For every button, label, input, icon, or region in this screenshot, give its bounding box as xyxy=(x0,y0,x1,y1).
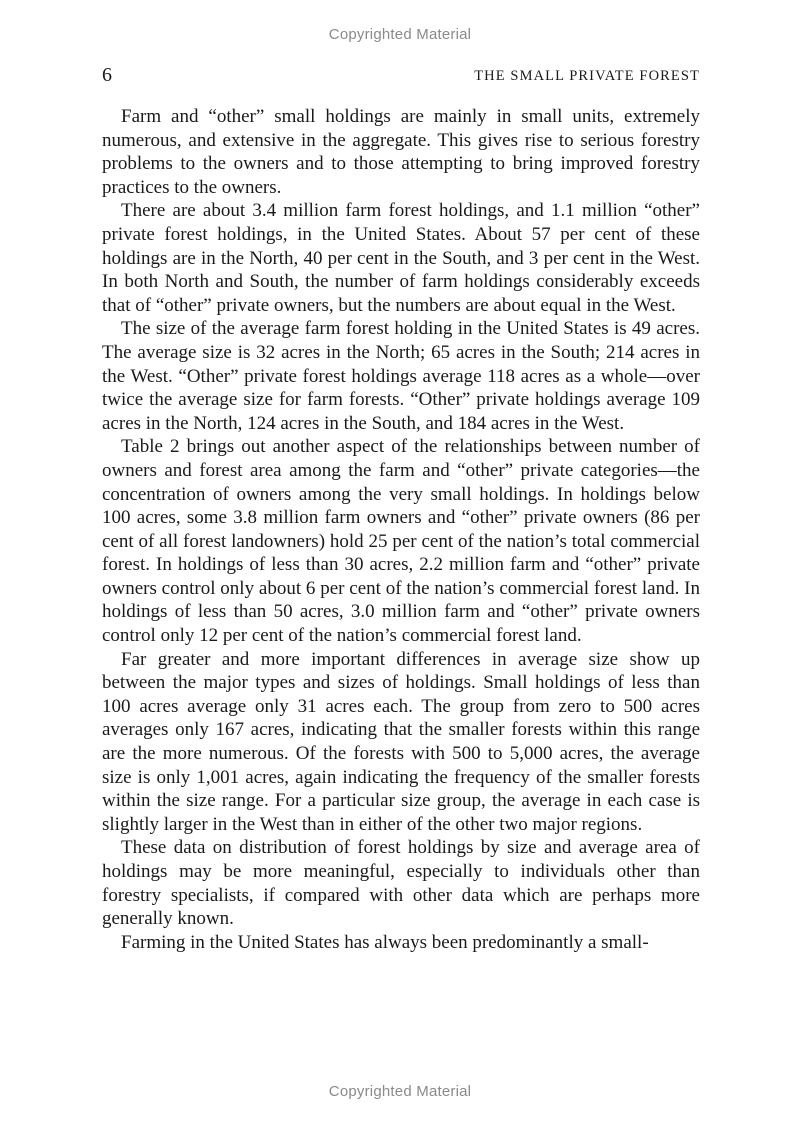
paragraph-2: There are about 3.4 million farm forest holdings, and 1.1 million “other” private forest holdings, in the United States. About 57 per cent of these holdings are in the North, 40 per cent in the South, and 3 per cent in the West. In both North and South, the number of farm holdings considerably exceeds that of “other” private owners, but the numbers are about equal in the West. xyxy=(102,200,700,316)
paragraph-1: Farm and “other” small holdings are mainly in small units, extremely numerous, and extensive in the aggregate. This gives rise to serious forestry problems to the owners and to those attempting to bring improved forestry practices to the owners. xyxy=(102,106,700,198)
body-text xyxy=(102,105,700,954)
paragraph-5: Far greater and more important differences in average size show up between the major types and sizes of holdings. Small holdings of less than 100 acres average only 31 acres each. The group from zero to 500 acres averages only 167 acres, indicating that the smaller forests within this range are the more numerous. Of the forests with 500 to 5,000 acres, the average size is only 1,001 acres, again indicating the frequency of the smaller forests within the size range. For a particular size group, the average in each case is slightly larger in the West than in either of the other two major regions. xyxy=(102,648,700,835)
running-title: THE SMALL PRIVATE FOREST xyxy=(474,68,700,84)
paragraph-4: Table 2 brings out another aspect of the relationships between number of owners and forest area among the farm and “other” private categories—the concentration of owners among the very small holdings. In holdings below 100 acres, some 3.8 million farm owners and “other” private owners (86 per cent of all forest landowners) hold 25 per cent of the nation’s total commercial forest. In holdings of less than 30 acres, 2.2 million farm and “other” private owners control only about 6 per cent of the nation’s commercial forest land. In holdings of less than 50 acres, 3.0 million farm and “other” private owners control only 12 per cent of the nation’s commercial forest land. xyxy=(102,436,700,647)
page-number: 6 xyxy=(102,64,112,86)
paragraph-3: The size of the average farm forest holding in the United States is 49 acres. The average size is 32 acres in the North; 65 acres in the South; 214 acres in the West. “Other” private forest holdings average 118 acres as a whole—over twice the average size for farm forests. “Other” private holdings average 109 acres in the North, 124 acres in the South, and 184 acres in the West. xyxy=(102,318,700,434)
copyright-watermark-bottom: Copyrighted Material xyxy=(328,1083,472,1100)
running-header xyxy=(102,64,700,88)
copyright-watermark-top: Copyrighted Material xyxy=(328,26,472,43)
paragraph-6: These data on distribution of forest holdings by size and average area of holdings may be more meaningful, especially to individuals other than forestry specialists, if compared with other data which are perhaps more generally known. xyxy=(102,837,700,930)
paragraph-7: Farming in the United States has always been predominantly a small- xyxy=(121,931,649,953)
